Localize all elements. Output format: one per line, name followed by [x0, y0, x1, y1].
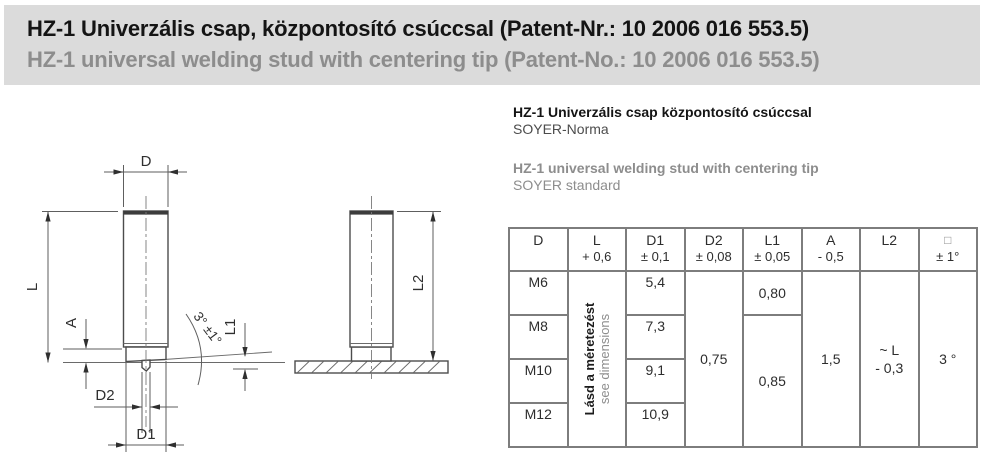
table-header-row — [509, 228, 977, 271]
page-title-hungarian: HZ-1 Univerzális csap, központosító csúccsal (Patent-Nr.: 10 2006 016 553.5) — [27, 16, 810, 41]
product-norm-english: SOYER standard — [513, 177, 621, 193]
table-row-m6 — [509, 271, 977, 315]
col-header-l: L + 0,6 — [568, 228, 627, 271]
col-header-a: A - 0,5 — [802, 228, 861, 271]
dimension-l2 — [397, 212, 441, 362]
square-symbol-icon: □ — [944, 233, 952, 247]
cell-l1-m8-m12: 0,85 — [743, 315, 802, 447]
cell-size-m10: M10 — [509, 359, 568, 403]
cell-d1-m10: 9,1 — [626, 359, 685, 403]
label-d: D — [140, 153, 152, 170]
cell-d1-m6: 5,4 — [626, 271, 685, 315]
dimension-d2 — [94, 372, 178, 433]
l-note-english: see dimensions — [596, 313, 612, 405]
label-l2: L2 — [410, 274, 427, 292]
product-title-english: HZ-1 universal welding stud with centering tip — [513, 160, 819, 176]
product-norm-hungarian: SOYER-Norma — [513, 121, 609, 137]
cell-d1-m8: 7,3 — [626, 315, 685, 359]
col-header-d2: D2 ± 0,08 — [685, 228, 744, 271]
cell-l1-m6: 0,80 — [743, 271, 802, 315]
page-title-bar — [4, 5, 980, 85]
col-header-d1: D1 ± 0,1 — [626, 228, 685, 271]
label-angle: 3° ±1° — [190, 309, 225, 348]
dimension-d — [104, 153, 187, 207]
product-title-hungarian: HZ-1 Univerzális csap központosító csúccsal — [513, 104, 812, 120]
label-l: L — [24, 282, 41, 292]
cell-squareness-value: 3 ° — [919, 271, 978, 447]
col-header-l1: L1 ± 0,05 — [743, 228, 802, 271]
cell-size-m8: M8 — [509, 315, 568, 359]
col-header-l2: L2 — [860, 228, 919, 271]
cell-l2-value: ~ L - 0,3 — [860, 271, 919, 447]
label-a: A — [63, 317, 80, 329]
technical-drawing — [0, 95, 505, 456]
product-info — [513, 104, 819, 194]
cell-d1-m12: 10,9 — [626, 403, 685, 447]
l-note-hungarian: Lásd a méretezést — [581, 302, 597, 416]
page-title-english: HZ-1 universal welding stud with centering tip (Patent-No.: 10 2006 016 553.5) — [27, 47, 820, 72]
label-d1: D1 — [136, 426, 156, 443]
dimension-a — [63, 318, 122, 389]
angle-reference-line — [164, 352, 272, 360]
dimension-angle — [186, 309, 225, 385]
cell-size-m6: M6 — [509, 271, 568, 315]
label-d2: D2 — [95, 387, 115, 404]
col-header-d: D — [509, 228, 568, 271]
cell-l-note — [568, 271, 627, 447]
dimension-table — [508, 227, 978, 448]
cell-size-m12: M12 — [509, 403, 568, 447]
cell-d2-value: 0,75 — [685, 271, 744, 447]
dimension-l — [24, 212, 118, 363]
cell-a-value: 1,5 — [802, 271, 861, 447]
label-l1: L1 — [222, 318, 239, 336]
col-header-squareness: □ ± 1° — [919, 228, 978, 271]
